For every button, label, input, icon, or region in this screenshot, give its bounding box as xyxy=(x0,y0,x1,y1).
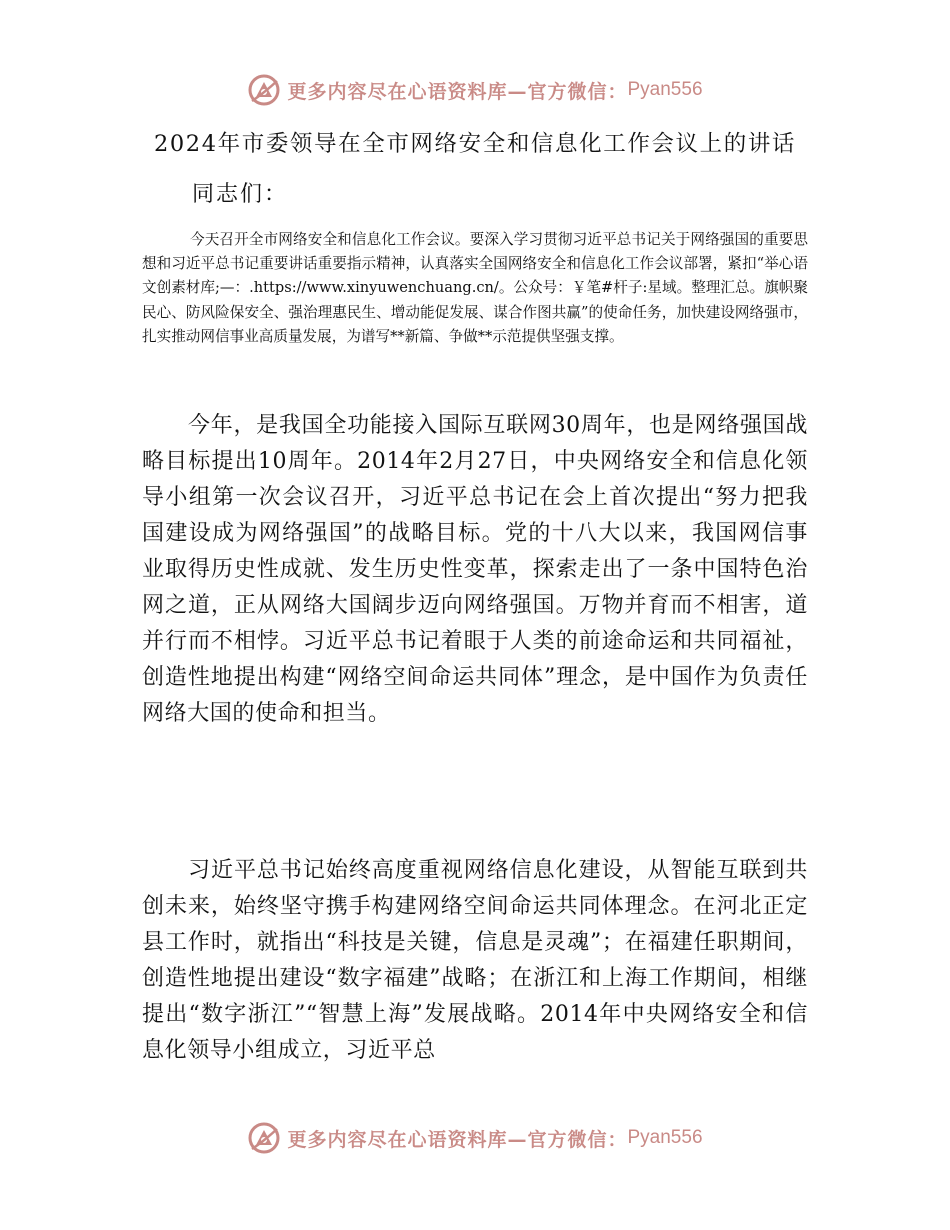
salutation: 同志们： xyxy=(192,182,289,207)
paragraph-intro: 今天召开全市网络安全和信息化工作会议。要深入学习贯彻习近平总书记关于网络强国的重要思想和习近平总书记重要讲话重要指示精神，认真落实全国网络安全和信息化工作会议部署，紧扣“举心语文创素材库;—：.https://www.xinyuwenchuang.cn/。公众号：￥笔#杆子:星域。整理汇总。旗帜聚民心、防风险保安全、强治理惠民生、增动能促发展、谋合作图共赢”的使命任务，加快建设网络强市，扎实推动网信事业高质量发展，为谱写**新篇、争做**示范提供坚强支撑。 xyxy=(142,231,808,345)
header-banner xyxy=(0,68,950,112)
logo-icon xyxy=(247,73,281,107)
banner-account: Pyan556 xyxy=(627,1127,703,1148)
banner-text: 更多内容尽在心语资料库—官方微信： xyxy=(287,80,628,103)
banner-account: Pyan556 xyxy=(627,79,703,100)
banner-text: 更多内容尽在心语资料库—官方微信： xyxy=(287,1128,628,1151)
document-title: 2024年市委领导在全市网络安全和信息化工作会议上的讲话 xyxy=(153,131,797,157)
logo-icon xyxy=(247,1121,281,1155)
paragraph-anniversary: 今年，是我国全功能接入国际互联网30周年，也是网络强国战略目标提出10周年。2014年2月27日，中央网络安全和信息化领导小组第一次会议召开，习近平总书记在会上首次提出“努力把我国建设成为网络强国”的战略目标。党的十八大以来，我国网信事业取得历史性成就、发生历史性变革，探索走出了一条中国特色治网之道，正从网络大国阔步迈向网络强国。万物并育而不相害，道并行而不相悖。习近平总书记着眼于人类的前途命运和共同福祉，创造性地提出构建“网络空间命运共同体”理念，是中国作为负责任网络大国的使命和担当。 xyxy=(142,413,808,726)
paragraph-history: 习近平总书记始终高度重视网络信息化建设，从智能互联到共创未来，始终坚守携手构建网络空间命运共同体理念。在河北正定县工作时，就指出“科技是关键，信息是灵魂”；在福建任职期间，创造性地提出建设“数字福建”战略；在浙江和上海工作期间，相继提出“数字浙江”“智慧上海”发展战略。2014年中央网络安全和信息化领导小组成立，习近平总 xyxy=(142,858,808,1063)
footer-banner xyxy=(0,1116,950,1160)
